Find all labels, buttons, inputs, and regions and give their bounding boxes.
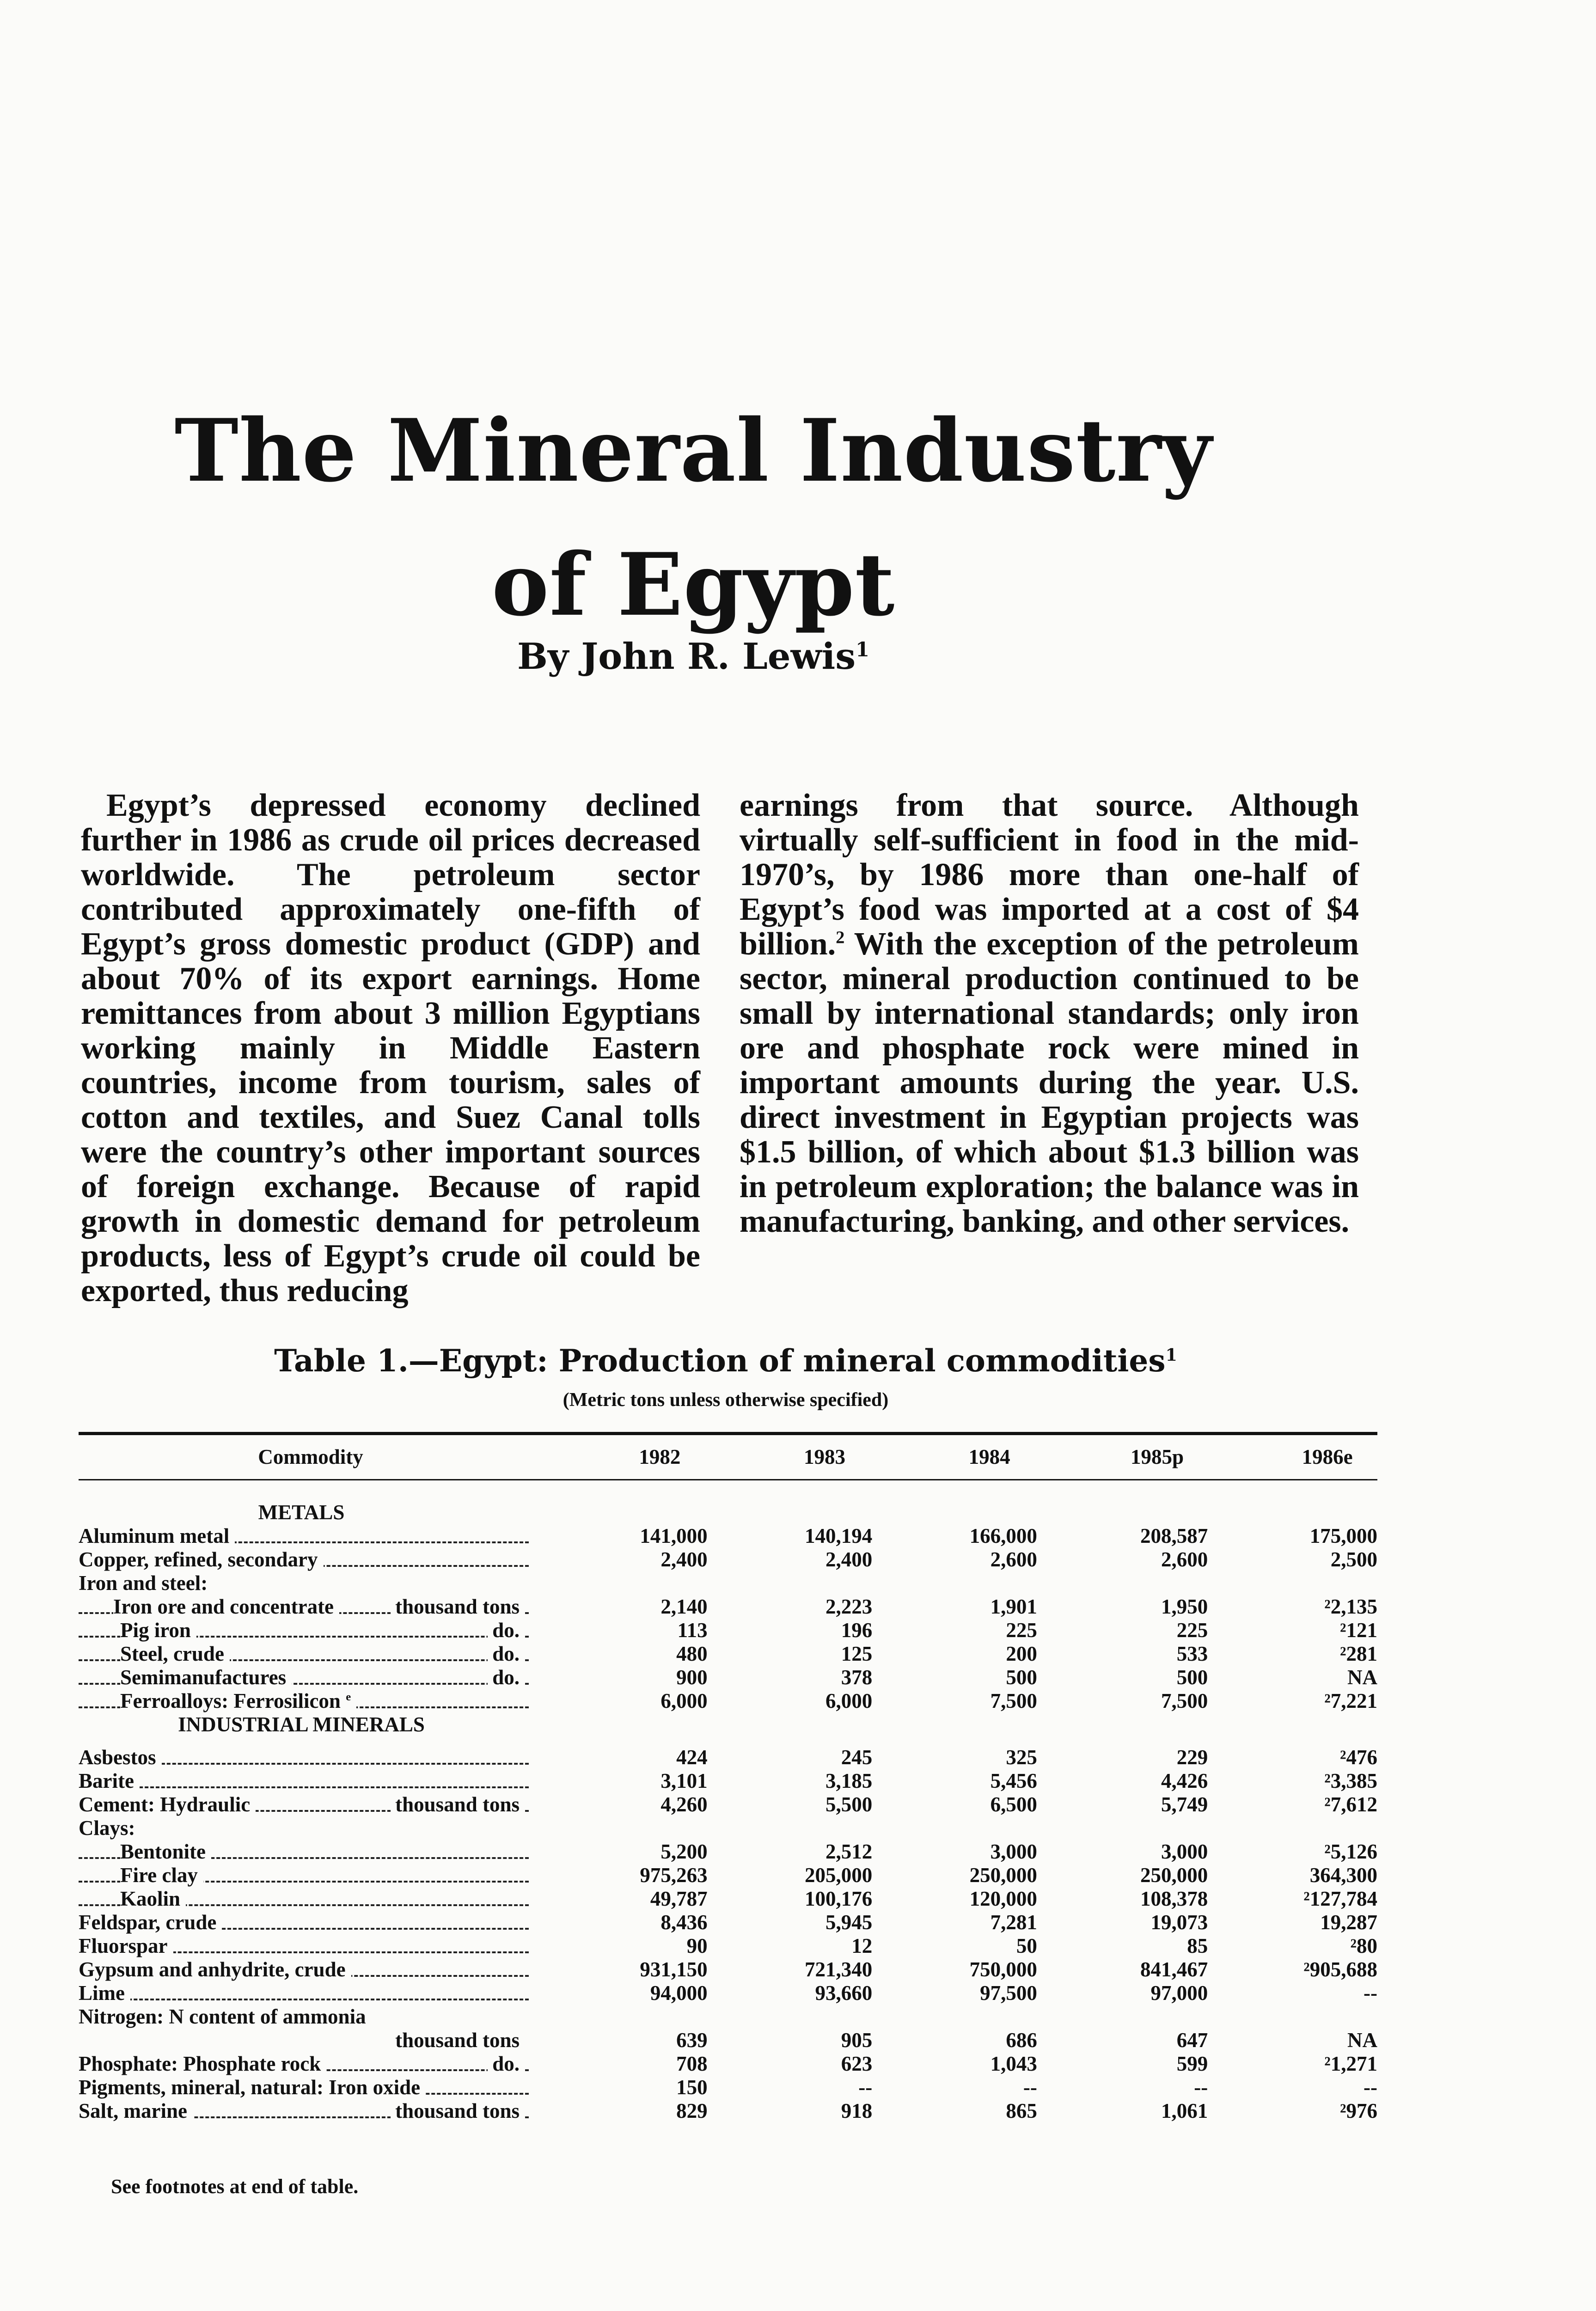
cell: --: [1023, 2076, 1037, 2099]
cell: 85: [1187, 1934, 1208, 1957]
cell: ²476: [1340, 1746, 1377, 1769]
row-label: Fire clay: [120, 1864, 203, 1887]
cell: 708: [676, 2052, 708, 2075]
row-label: Fluorspar: [79, 1934, 173, 1957]
header-commodity: Commodity: [258, 1445, 363, 1468]
header-1983: 1983: [803, 1445, 845, 1468]
cell: 7,281: [990, 1911, 1037, 1934]
paragraph-right-part-b: With the exception of the petroleum sector, mineral production continued to be small by international standards; only iron ore and phosphate rock were mined in important amounts during the year. U.S. direct investment in Egyptian projects was $1.5 billion, of which about $1.3 billion was in petroleum exploration; the balance was in manufacturing, banking, and other services.: [740, 926, 1359, 1239]
cell: 225: [1176, 1619, 1208, 1642]
cell: 250,000: [1140, 1864, 1208, 1887]
cell: 2,223: [826, 1595, 873, 1618]
row-label: Kaolin: [120, 1887, 186, 1910]
row-label: Pig iron: [120, 1619, 196, 1642]
cell: ²2,135: [1324, 1595, 1377, 1618]
author-name: By John R. Lewis: [517, 636, 856, 678]
cell: 108,378: [1140, 1887, 1208, 1910]
cell: ²7,612: [1324, 1793, 1377, 1816]
cell: ²7,221: [1324, 1689, 1377, 1712]
row-label: Iron and steel:: [79, 1571, 208, 1595]
cell: 12: [851, 1934, 873, 1957]
cell: 905: [841, 2029, 873, 2052]
table-row: [79, 1746, 1377, 1769]
table-row: [79, 1689, 1377, 1713]
cell: 865: [1006, 2099, 1037, 2122]
table-footnote: See footnotes at end of table.: [111, 2175, 359, 2198]
cell: 5,500: [826, 1793, 873, 1816]
table-title-footnote-marker: 1: [1165, 1345, 1177, 1365]
cell: 205,000: [805, 1864, 873, 1887]
table-row: [79, 1934, 1377, 1958]
table-row: [79, 1619, 1377, 1642]
row-unit: do.: [488, 1666, 524, 1689]
table-subtitle: (Metric tons unless otherwise specified): [563, 1389, 889, 1411]
cell: 647: [1176, 2029, 1208, 2052]
estimate-marker: e: [346, 1691, 351, 1703]
cell: 94,000: [650, 1981, 708, 2005]
cell: 325: [1006, 1746, 1037, 1769]
row-label: Aluminum metal: [79, 1524, 235, 1547]
cell: 196: [841, 1619, 873, 1642]
cell: ²1,271: [1324, 2052, 1377, 2075]
header-1984: 1984: [968, 1445, 1010, 1468]
cell: 750,000: [969, 1958, 1037, 1981]
table-row: [79, 1911, 1377, 1934]
row-unit: do.: [488, 1642, 524, 1666]
cell: 931,150: [640, 1958, 708, 1981]
table-title-text: Table 1.—Egypt: Production of mineral commodities: [274, 1343, 1166, 1379]
table-top-rule: [79, 1432, 1377, 1435]
production-table: [79, 1437, 1377, 2123]
table-row: [79, 1524, 1377, 1548]
cell: 2,500: [1330, 1548, 1377, 1571]
cell: 166,000: [969, 1524, 1037, 1547]
row-label: Semimanufactures: [120, 1666, 292, 1689]
cell: 19,073: [1150, 1911, 1208, 1934]
cell: 5,749: [1161, 1793, 1208, 1816]
table-row: [79, 1887, 1377, 1911]
cell: 6,000: [660, 1689, 708, 1712]
cell: 90: [686, 1934, 708, 1957]
cell: 120,000: [969, 1887, 1037, 1910]
cell: ²976: [1340, 2099, 1377, 2122]
cell: 3,101: [660, 1769, 708, 1792]
row-label: Steel, crude: [120, 1642, 230, 1665]
cell: 200: [1006, 1642, 1037, 1665]
byline-footnote-marker: 1: [856, 638, 870, 661]
cell: 500: [1006, 1666, 1037, 1689]
table-row: [79, 2029, 1377, 2052]
cell: 623: [841, 2052, 873, 2075]
cell: 2,600: [1161, 1548, 1208, 1571]
cell: ²3,385: [1324, 1769, 1377, 1792]
cell: 378: [841, 1666, 873, 1689]
cell: 1,043: [990, 2052, 1037, 2075]
cell: 229: [1176, 1746, 1208, 1769]
table-row: [79, 1571, 1377, 1595]
cell: ²905,688: [1303, 1958, 1377, 1981]
row-unit: thousand tons: [391, 2099, 524, 2123]
byline: [370, 636, 1017, 678]
row-label: Phosphate: Phosphate rock: [79, 2052, 326, 2075]
header-1986: 1986e: [1302, 1445, 1353, 1468]
header-1982: 1982: [639, 1445, 681, 1468]
cell: 250,000: [969, 1864, 1037, 1887]
table-row: [79, 1548, 1377, 1571]
cell: 93,660: [815, 1981, 873, 2005]
row-label: Lime: [79, 1981, 130, 2005]
cell: 900: [676, 1666, 708, 1689]
cell: ²281: [1340, 1642, 1377, 1665]
cell: ²80: [1350, 1934, 1377, 1957]
cell: 5,200: [660, 1840, 708, 1863]
cell: NA: [1347, 2029, 1377, 2052]
cell: 2,512: [826, 1840, 873, 1863]
cell: 5,456: [990, 1769, 1037, 1792]
cell: 225: [1006, 1619, 1037, 1642]
cell: 829: [676, 2099, 708, 2122]
cell: 1,061: [1161, 2099, 1208, 2122]
cell: 113: [677, 1619, 708, 1642]
row-label: Barite: [79, 1769, 140, 1792]
cell: 8,436: [660, 1911, 708, 1934]
section-row-industrial-minerals: [79, 1713, 1377, 1736]
row-unit: thousand tons: [391, 1595, 524, 1619]
table-row: [79, 1666, 1377, 1689]
cell: NA: [1347, 1666, 1377, 1689]
table-row: [79, 2005, 1377, 2029]
cell: 500: [1176, 1666, 1208, 1689]
cell: 721,340: [805, 1958, 873, 1981]
row-label: Clays:: [79, 1816, 135, 1840]
table-row: [79, 1840, 1377, 1864]
cell: 2,140: [660, 1595, 708, 1618]
row-label: Bentonite: [120, 1840, 211, 1863]
cell: 424: [676, 1746, 708, 1769]
cell: ²127,784: [1303, 1887, 1377, 1910]
row-label: Iron ore and concentrate: [113, 1595, 339, 1618]
cell: 141,000: [640, 1524, 708, 1547]
cell: 245: [841, 1746, 873, 1769]
cell: 3,000: [990, 1840, 1037, 1863]
cell: 639: [676, 2029, 708, 2052]
cell: 4,260: [660, 1793, 708, 1816]
cell: --: [1194, 2076, 1208, 2099]
cell: 49,787: [650, 1887, 708, 1910]
header-1985: 1985p: [1131, 1445, 1184, 1468]
table-row: [79, 1642, 1377, 1666]
row-label: Copper, refined, secondary: [79, 1548, 324, 1571]
section-heading: INDUSTRIAL MINERALS: [178, 1713, 425, 1736]
row-label: Gypsum and anhydrite, crude: [79, 1958, 351, 1981]
cell: 975,263: [640, 1864, 708, 1887]
cell: 6,500: [990, 1793, 1037, 1816]
cell: 2,400: [660, 1548, 708, 1571]
row-label: Nitrogen: N content of ammonia: [79, 2005, 366, 2028]
cell: 1,950: [1161, 1595, 1208, 1618]
row-label: Cement: Hydraulic: [79, 1793, 256, 1816]
row-unit: thousand tons: [391, 2029, 524, 2052]
cell: 97,500: [980, 1981, 1037, 2005]
cell: ²5,126: [1324, 1840, 1377, 1863]
row-unit: do.: [488, 1619, 524, 1642]
cell: 7,500: [990, 1689, 1037, 1712]
cell: 7,500: [1161, 1689, 1208, 1712]
cell: 841,467: [1140, 1958, 1208, 1981]
table-row: [79, 2076, 1377, 2099]
table-row: [79, 1981, 1377, 2005]
page-title: The Mineral Industry of Egypt: [174, 400, 1212, 635]
row-label: Salt, marine: [79, 2099, 193, 2122]
table-row: [79, 1769, 1377, 1793]
cell: 19,287: [1320, 1911, 1377, 1934]
row-label: Feldspar, crude: [79, 1911, 222, 1934]
footnote-marker-2: 2: [836, 928, 845, 948]
cell: 918: [841, 2099, 873, 2122]
cell: 4,426: [1161, 1769, 1208, 1792]
table-row: [79, 2052, 1377, 2076]
cell: 5,945: [826, 1911, 873, 1934]
cell: 97,000: [1150, 1981, 1208, 2005]
intro-paragraph-left: Egypt’s depressed economy declined further in 1986 as crude oil prices decreased worldwide. The petroleum sector contributed approximately one-fifth of Egypt’s gross domestic product (GDP) and about 70% of its export earnings. Home remittances from about 3 million Egyptians working mainly in Middle Eastern countries, income from tourism, sales of cotton and textiles, and Suez Canal tolls were the country’s other important sources of foreign exchange. Because of rapid growth in domestic demand for petroleum products, less of Egypt’s crude oil could be exported, thus reducing: [81, 788, 700, 1308]
cell: 100,176: [805, 1887, 873, 1910]
section-row-metals: [79, 1501, 1377, 1524]
cell: 2,600: [990, 1548, 1037, 1571]
row-unit: do.: [488, 2052, 524, 2076]
cell: ²121: [1340, 1619, 1377, 1642]
paragraph-right-part-a: earnings from that source. Although virtually self-sufficient in food in the mid-1970’s, by 1986 more than one-half of Egypt’s food was imported at a cost of $4 billion.: [740, 788, 1359, 962]
cell: 3,185: [826, 1769, 873, 1792]
cell: 364,300: [1309, 1864, 1377, 1887]
cell: 686: [1006, 2029, 1037, 2052]
cell: 480: [676, 1642, 708, 1665]
row-label: Pigments, mineral, natural: Iron oxide: [79, 2076, 426, 2099]
cell: 6,000: [826, 1689, 873, 1712]
cell: 125: [841, 1642, 873, 1665]
cell: 140,194: [805, 1524, 873, 1547]
cell: 1,901: [990, 1595, 1037, 1618]
cell: 599: [1176, 2052, 1208, 2075]
table-row: [79, 1958, 1377, 1981]
cell: 533: [1176, 1642, 1208, 1665]
cell: --: [1364, 2076, 1377, 2099]
table-header-row: [79, 1437, 1377, 1477]
row-unit: thousand tons: [391, 1793, 524, 1816]
cell: --: [858, 2076, 873, 2099]
section-heading: METALS: [258, 1501, 345, 1524]
cell: 2,400: [826, 1548, 873, 1571]
cell: --: [1364, 1981, 1377, 2005]
cell: 208,587: [1140, 1524, 1208, 1547]
table-row: [79, 2099, 1377, 2123]
cell: 175,000: [1309, 1524, 1377, 1547]
table-title: [79, 1343, 1373, 1379]
table-row: [79, 1595, 1377, 1619]
row-label: Asbestos: [79, 1746, 162, 1769]
table-row: [79, 1816, 1377, 1840]
table-row: [79, 1793, 1377, 1816]
cell: 3,000: [1161, 1840, 1208, 1863]
cell: 150: [676, 2076, 708, 2099]
row-label: Ferroalloys: Ferrosilicon $^e$: [120, 1689, 356, 1712]
intro-paragraph-right: [740, 788, 1359, 1239]
table-row: [79, 1864, 1377, 1887]
cell: 50: [1016, 1934, 1037, 1957]
